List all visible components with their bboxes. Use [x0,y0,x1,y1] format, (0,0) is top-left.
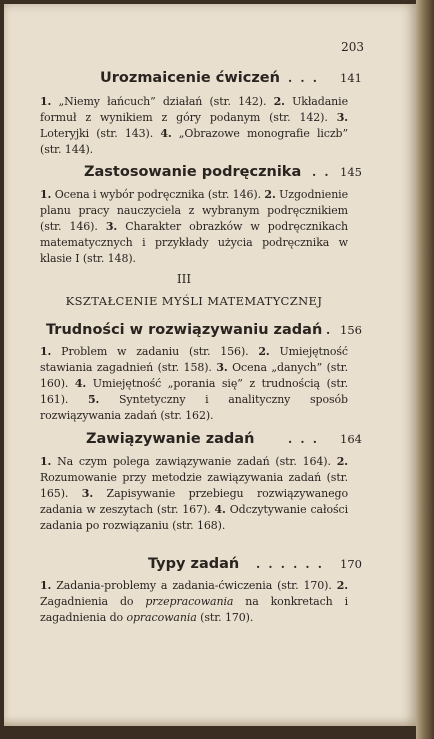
item-number: 5. [87,393,100,406]
item-text: „Obrazowe monografie liczb” (str. 144). [40,127,348,156]
item-text: Uzgodnienie planu pracy nauczyciela z wybranym podręcznikiem (str. 146). [40,188,349,233]
item-text: Zapisywanie przebiegu rozwiązywanego zadania w zeszytach (str. 167). [40,487,348,516]
item-number: 4. [214,503,226,516]
section-contents-typy [40,578,348,626]
item-text: Charakter obrazków w podręcznikach matematycznych i przykłady użycia podręcznika w klasie I (str. 148). [40,220,348,265]
item-text: Odczytywanie całości zadania po rozwiązaniu (str. 168). [40,503,348,532]
item-text: Układanie formuł z wynikiem z góry podanym (str. 142). [40,95,348,124]
leader-dots: . . . [288,71,319,85]
item-text: Ocena i wybór podręcznika (str. 146). [51,188,265,201]
leader-dots: . . . . . . [256,557,324,571]
item-number: 2. [264,188,276,201]
item-text-italic: przepracowania [145,595,234,608]
section-page-ref: 141 [340,71,362,85]
section-page-ref: 145 [340,165,362,179]
item-text: „Niemy łańcuch” działań (str. 142). [51,95,274,108]
section-page-ref: 156 [340,323,362,337]
book-page [4,4,416,726]
item-number: 2. [336,579,348,592]
item-text: Na czym polega zawiązywanie zadań (str. 164). [51,455,337,468]
item-number: 3. [81,487,94,500]
item-text: Zagadnienia do [40,595,146,608]
item-number: 1. [40,455,52,468]
item-number: 2. [258,345,270,358]
item-text: Syntetyczny i analityczny sposób rozwiązywania zadań (str. 162). [40,393,348,422]
item-text: Zadania-problemy a zadania-ćwiczenia (str. 170). [51,579,337,592]
item-number: 1. [40,345,52,358]
section-title: Urozmaicenie ćwiczeń [100,70,280,86]
item-text-italic: opracowania [126,611,197,624]
item-text: Rozumowanie przy metodzie zawiązywania zadań (str. 165). [40,471,348,500]
section-contents-urozmaicenie [40,94,348,158]
section-page-ref: 170 [340,557,362,571]
section-title: Zawiązywanie zadań [86,431,255,447]
book-spine-edge [416,0,434,739]
item-number: 1. [40,95,52,108]
item-text: Ocena „danych” (str. 160). [40,361,348,390]
item-text: Umiejętność „porania się” z trudnością (str. 161). [40,377,348,406]
item-number: 3. [336,111,348,124]
section-contents-trudnosci [40,344,348,424]
item-number: 3. [105,220,118,233]
section-title: Typy zadań [148,556,240,572]
item-text: Umiejętność stawiania zagadnień (str. 158). [40,345,348,374]
item-number: 1. [40,188,52,201]
item-number: 2. [336,455,348,468]
item-number: 1. [40,579,52,592]
leader-dots: . . [312,165,331,179]
item-text: Problem w zadaniu (str. 156). [51,345,259,358]
section-contents-zawiazywanie [40,454,348,534]
part-title: KSZTAŁCENIE MYŚLI MATEMATYCZNEJ [65,294,323,308]
leader-dots: . . . [288,432,319,446]
item-text: na konkretach i zagadnienia do [40,595,348,624]
item-number: 4. [160,127,172,140]
section-contents-zastosowanie [40,187,348,267]
item-text: (str. 170). [196,611,254,624]
section-title: Trudności w rozwiązywaniu zadań [46,322,323,338]
part-number: III [176,272,192,286]
item-number: 4. [74,377,87,390]
item-number: 3. [216,361,228,374]
section-title: Zastosowanie podręcznika [84,164,302,180]
section-page-ref: 164 [340,432,362,446]
item-text: Loteryjki (str. 143). [40,127,161,140]
page-number: 203 [341,40,364,54]
item-number: 2. [273,95,285,108]
leader-dots: . [326,323,333,337]
